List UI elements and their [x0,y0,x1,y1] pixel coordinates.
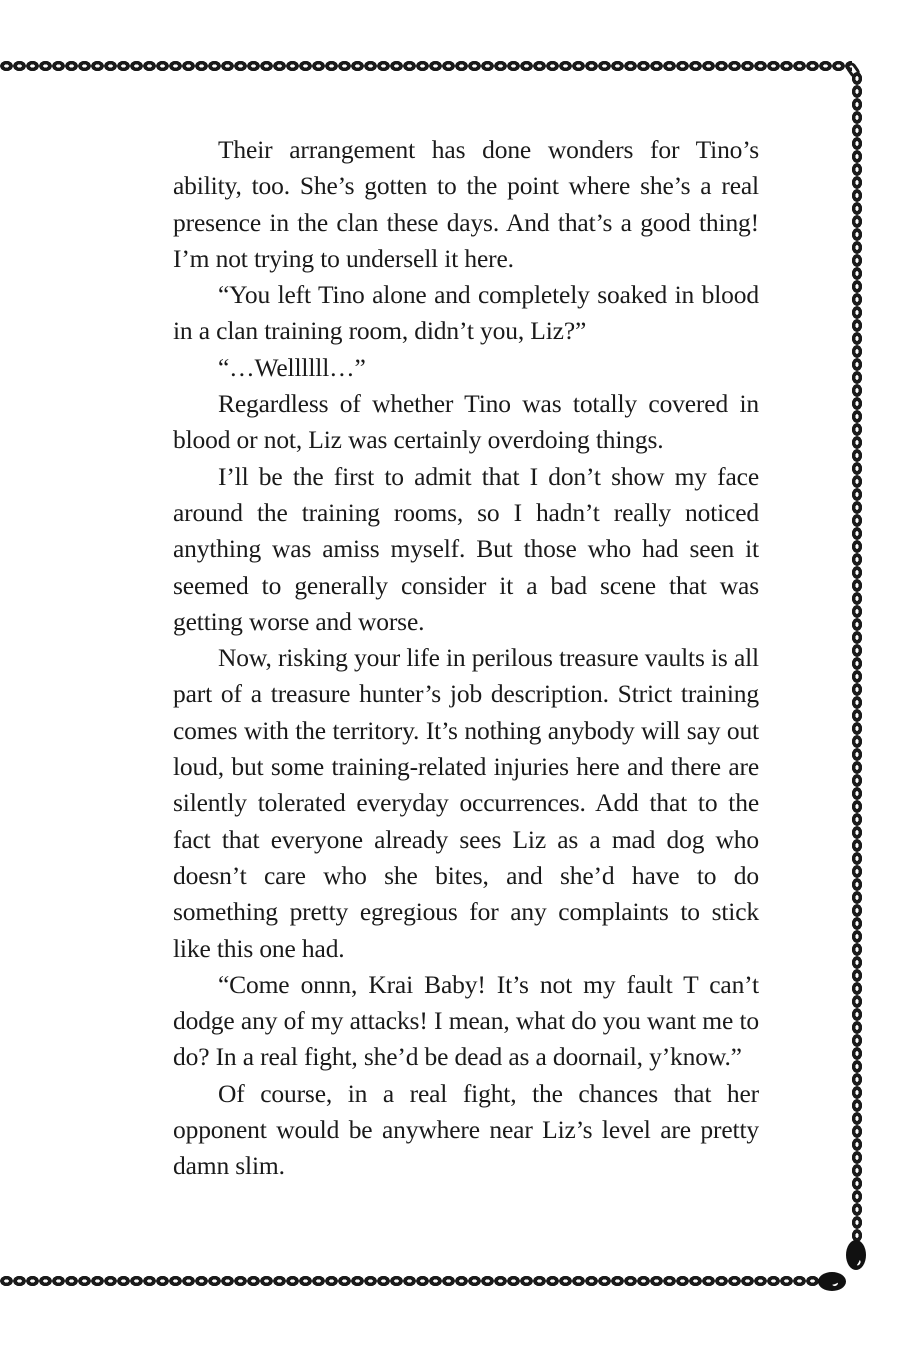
chain-weight-icon [846,1240,866,1270]
page-body-text [173,132,759,1185]
chain-weight-icon [818,1272,846,1291]
paragraph: Now, risking your life in perilous treasure vaults is all part of a treasure hunter’s job description. Strict training comes with the territory. It’s nothing anybody will say out loud, but some training-related injuries here and there are silently tolerated everyday occurrences. Add that to the fact that everyone already sees Liz as a mad dog who doesn’t care who she bites, and she’d have to do something pretty egregious for any complaints to stick like this one had. [173,643,759,963]
chain-border-right [851,72,863,1242]
paragraph: Their arrangement has done wonders for Tino’s ability, too. She’s gotten to the point where she’s a real presence in the clan these days. And that’s a good thing! I’m not trying to undersell it here. [173,135,759,273]
chain-border-bottom [0,1275,820,1287]
paragraph: I’ll be the first to admit that I don’t show my face around the training rooms, so I hadn’t really noticed anything was amiss myself. But those who had seen it seemed to generally consider it a bad scene that was getting worse and worse. [173,461,759,636]
chain-border-top [0,60,852,72]
paragraph: “Come onnn, Krai Baby! It’s not my fault T can’t dodge any of my attacks! I mean, what do you want me to do? In a real fight, she’d be dead as a doornail, y’know.” [173,969,759,1072]
paragraph: Regardless of whether Tino was totally covered in blood or not, Liz was certainly overdoing things. [173,389,759,455]
paragraph: “…Wellllll…” [218,352,366,382]
paragraph: Of course, in a real fight, the chances that her opponent would be anywhere near Liz’s level are pretty damn slim. [173,1078,759,1181]
paragraph: “You left Tino alone and completely soaked in blood in a clan training room, didn’t you, Liz?” [173,280,759,346]
